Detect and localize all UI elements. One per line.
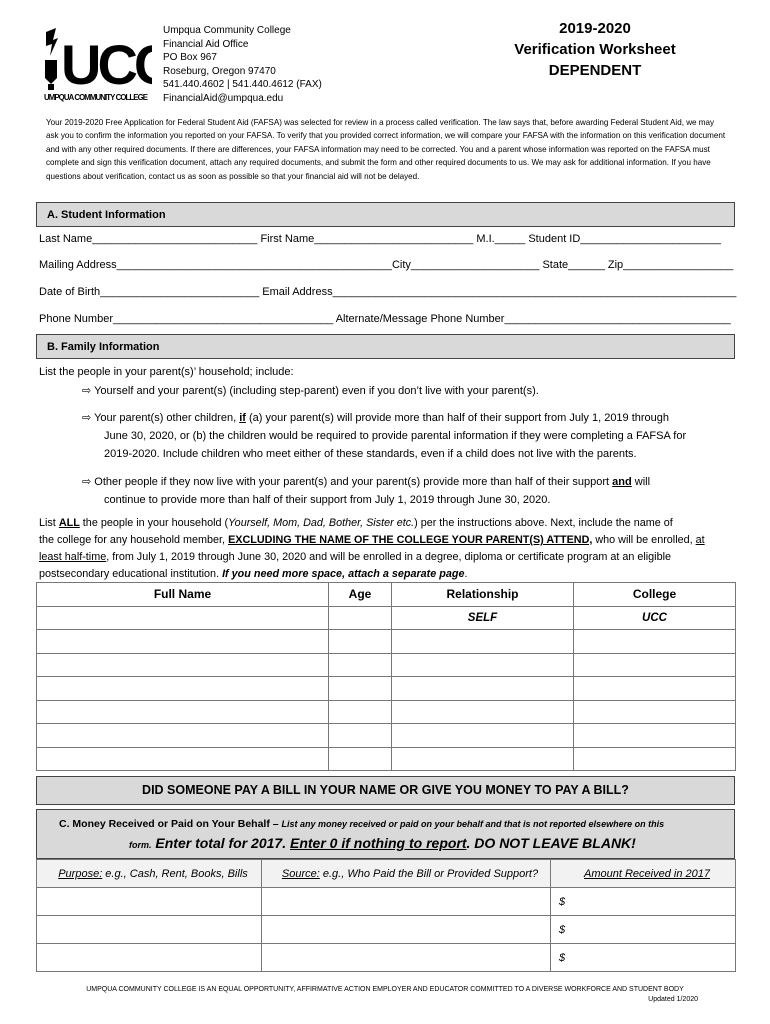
table-row: [37, 724, 736, 748]
section-c-header: [36, 809, 735, 859]
phone-row: [39, 313, 731, 325]
relationship-cell[interactable]: [392, 630, 574, 654]
emphasis-and: and: [612, 476, 632, 488]
dollar-sign: $: [559, 895, 566, 908]
table-header-row: [37, 583, 736, 607]
relationship-cell: SELF: [392, 606, 574, 630]
do-not-leave-blank: . DO NOT LEAVE BLANK!: [466, 835, 636, 851]
instruction-text: the people in your household (: [79, 517, 229, 529]
dob-email-row: [39, 286, 736, 298]
instruction-text: List: [39, 517, 59, 529]
age-cell[interactable]: [329, 724, 392, 748]
college-cell[interactable]: [574, 630, 736, 654]
age-cell[interactable]: [329, 700, 392, 724]
amount-cell[interactable]: [551, 944, 736, 972]
date-of-birth-field[interactable]: Date of Birth__________________________: [39, 286, 263, 298]
relationship-cell[interactable]: [392, 653, 574, 677]
section-c-title-line: [59, 818, 664, 830]
relationship-cell[interactable]: [392, 724, 574, 748]
bullet-other-children: [82, 409, 686, 463]
col-source: [262, 860, 551, 888]
intro-paragraph: Your 2019-2020 Free Application for Federal Student Aid (FAFSA) was selected for review in a process called verification. The law says that, before awarding Federal Student Aid, we may ask you to confirm the information you reported on your FAFSA. To verify that you provided correct information, we will compare your FAFSA with the information on this verification document and with any other required documents. If there are differences, your FAFSA information may need to be corrected. You and a parent whose information was reported on the FAFSA must complete and sign this verification document, attach any required documents, and submit the form and other required documents to us. We may ask for additional information. If you have questions about verification, contact us as soon as possible so that your financial aid will not be delayed.: [46, 118, 726, 181]
source-hint: e.g., Who Paid the Bill or Provided Support?: [319, 867, 539, 880]
emphasis-more-space: If you need more space, attach a separate page: [222, 568, 465, 580]
section-b-header: [36, 334, 735, 359]
col-full-name: Full Name: [37, 583, 329, 607]
section-b-title: B. Family Information: [47, 340, 160, 353]
college-cell[interactable]: [574, 724, 736, 748]
table-row: [37, 700, 736, 724]
title-main: Verification Worksheet: [514, 41, 676, 58]
age-cell[interactable]: [329, 677, 392, 701]
col-age: Age: [329, 583, 392, 607]
table-row: [37, 606, 736, 630]
enter-zero-text: Enter 0 if nothing to report: [289, 835, 467, 851]
instruction-text: the college for any household member,: [39, 534, 229, 546]
emphasis-at: at: [695, 534, 705, 546]
first-name-field[interactable]: First Name__________________________: [260, 233, 477, 245]
table-row: [37, 630, 736, 654]
college-cell[interactable]: [574, 677, 736, 701]
middle-initial-field[interactable]: M.I._____: [476, 233, 529, 245]
family-lead: List the people in your parent(s)’ household; include:: [39, 366, 294, 378]
table-row: [37, 944, 736, 972]
dollar-sign: $: [559, 951, 566, 964]
examples-text: Yourself, Mom, Dad, Bother, Sister etc.: [228, 517, 415, 529]
instruction-text: postsecondary educational institution.: [39, 568, 223, 580]
phone-field[interactable]: Phone Number____________________________________: [39, 313, 336, 325]
form-word: form.: [129, 840, 152, 850]
table-row: [37, 653, 736, 677]
college-cell[interactable]: [574, 700, 736, 724]
bullet-text: (a) your parent(s) will provide more than half of their support from July 1, 2019 through: [245, 412, 670, 424]
ucc-logo-mark: [42, 26, 152, 104]
address-line: Financial Aid Office: [163, 38, 249, 50]
bullet-yourself: [82, 382, 539, 400]
money-table: [36, 859, 736, 972]
emphasis-half-time: least half-time: [39, 551, 107, 563]
household-instructions: [39, 515, 739, 583]
city-field[interactable]: City_____________________: [391, 259, 543, 271]
name-cell[interactable]: [37, 606, 329, 630]
section-c-instruction: List any money received or paid on your behalf and that is not reported elsewhere on this: [281, 819, 665, 829]
bullet-text: Your parent(s) other children,: [94, 412, 240, 424]
worksheet-title: [480, 18, 710, 81]
state-field[interactable]: State______: [542, 259, 608, 271]
purpose-label: Purpose:: [58, 867, 103, 880]
address-line: 541.440.4602 | 541.440.4612 (FAX): [163, 79, 322, 91]
mailing-address-field[interactable]: Mailing Address_____________________________________________: [39, 259, 392, 271]
address-line: Roseburg, Oregon 97470: [163, 65, 276, 77]
college-cell: UCC: [574, 606, 736, 630]
bullet-text: Yourself and your parent(s) (including step-parent) even if you don’t live with your parent(s).: [94, 385, 539, 397]
col-purpose: [37, 860, 262, 888]
source-cell[interactable]: [262, 888, 551, 916]
last-name-field[interactable]: Last Name___________________________: [39, 233, 261, 245]
emphasis-all: ALL: [58, 517, 80, 529]
ucc-logo: [42, 26, 152, 104]
email-field[interactable]: Email Address__________________________________________________________________: [262, 286, 737, 298]
money-header-row: [37, 860, 736, 888]
arrow-right-icon: ⇨: [82, 412, 92, 424]
age-cell[interactable]: [329, 653, 392, 677]
bullet-other-people: [82, 473, 650, 509]
source-cell[interactable]: [262, 916, 551, 944]
col-relationship: Relationship: [392, 583, 574, 607]
student-name-row: [39, 233, 721, 245]
purpose-cell[interactable]: [37, 916, 262, 944]
instruction-text: who will be enrolled,: [592, 534, 696, 546]
age-cell[interactable]: [329, 630, 392, 654]
logo-letters: UC: [61, 33, 134, 96]
amount-label: Amount Received in 2017: [584, 867, 710, 880]
purpose-cell[interactable]: [37, 944, 262, 972]
zip-field[interactable]: Zip__________________: [607, 259, 734, 271]
instruction-text: .: [464, 568, 468, 580]
name-cell[interactable]: [37, 724, 329, 748]
age-cell[interactable]: [329, 606, 392, 630]
purpose-hint: e.g., Cash, Rent, Books, Bills: [102, 867, 248, 880]
bullet-text: will: [631, 476, 651, 488]
arrow-right-icon: ⇨: [82, 385, 92, 397]
dollar-sign: $: [559, 923, 566, 936]
title-subtitle: DEPENDENT: [548, 62, 642, 79]
logo-subtext: UMPQUA COMMUNITY COLLEGE: [44, 93, 148, 102]
bullet-text: Other people if they now live with your parent(s) and your parent(s) provide more than half of their support: [94, 476, 613, 488]
bullet-text: June 30, 2020, or (b) the children would be required to provide parental information if they were completing a FAFSA for: [104, 430, 687, 442]
source-label: Source:: [281, 867, 320, 880]
purpose-cell[interactable]: [37, 888, 262, 916]
table-row: [37, 916, 736, 944]
age-cell[interactable]: [329, 747, 392, 771]
section-c-title: C. Money Received or Paid on Your Behalf –: [59, 818, 282, 830]
college-cell[interactable]: [574, 653, 736, 677]
address-email: FinancialAid@umpqua.edu: [163, 92, 284, 104]
col-college: College: [574, 583, 736, 607]
address-line: Umpqua Community College: [163, 25, 291, 36]
office-address: [163, 24, 322, 106]
name-cell[interactable]: [37, 700, 329, 724]
relationship-cell[interactable]: [392, 700, 574, 724]
relationship-cell[interactable]: [392, 677, 574, 701]
name-cell[interactable]: [37, 653, 329, 677]
col-amount: [551, 860, 736, 888]
name-cell[interactable]: [37, 677, 329, 701]
updated-date: Updated 1/2020: [648, 996, 698, 1003]
title-year: 2019-2020: [559, 20, 631, 37]
section-c-enter-line: [129, 835, 636, 851]
source-cell[interactable]: [262, 944, 551, 972]
instruction-text: ) per the instructions above. Next, include the name of: [414, 517, 673, 529]
emphasis-excluding: EXCLUDING THE NAME OF THE COLLEGE YOUR PARENT(S) ATTEND,: [228, 534, 593, 546]
amount-cell[interactable]: [551, 916, 736, 944]
arrow-right-icon: ⇨: [82, 476, 92, 488]
enter-total-text: Enter total for 2017.: [151, 835, 290, 851]
instruction-text: , from July 1, 2019 through June 30, 2020 and will be enrolled in a degree, diploma or certificate program at an eligible: [106, 551, 671, 563]
student-id-field[interactable]: Student ID_______________________: [528, 233, 722, 245]
table-row: [37, 888, 736, 916]
section-a-title: A. Student Information: [47, 208, 166, 221]
household-table: [36, 582, 736, 771]
eeo-statement: UMPQUA COMMUNITY COLLEGE IS AN EQUAL OPPORTUNITY, AFFIRMATIVE ACTION EMPLOYER AND EDUCATOR COMMITTED TO A DIVERSE WORKFORCE AND STUDENT BODY: [86, 986, 684, 993]
bill-question: DID SOMEONE PAY A BILL IN YOUR NAME OR GIVE YOU MONEY TO PAY A BILL?: [36, 776, 735, 805]
name-cell[interactable]: [37, 747, 329, 771]
bullet-text: 2019-2020. Include children who meet either of these standards, even if a child does not live with the parents.: [104, 448, 637, 460]
amount-cell[interactable]: [551, 888, 736, 916]
college-cell[interactable]: [574, 747, 736, 771]
emphasis-if: if: [239, 412, 246, 424]
alternate-phone-field[interactable]: Alternate/Message Phone Number_____________________________________: [335, 313, 731, 325]
address-line: PO Box 967: [163, 52, 217, 64]
name-cell[interactable]: [37, 630, 329, 654]
section-a-header: [36, 202, 735, 227]
mailing-address-row: [39, 259, 733, 271]
bullet-text: continue to provide more than half of their support from July 1, 2019 through June 30, 2020.: [104, 494, 551, 506]
table-row: [37, 747, 736, 771]
relationship-cell[interactable]: [392, 747, 574, 771]
table-row: [37, 677, 736, 701]
